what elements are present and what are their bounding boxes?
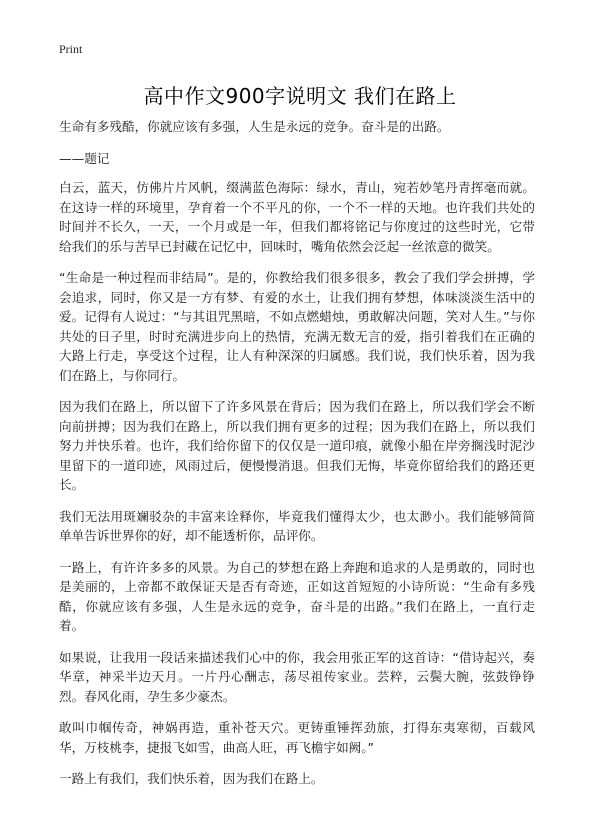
paragraph: 白云，蓝天，仿佛片片风帆，缀满蓝色海际：绿水，青山，宛若妙笔丹青挥毫而就。在这诗一样的环境里，孕育着一个不平凡的你，一个不一样的天地。也许我们共处的时间并不长久，一天，一个月或是一年，但我们都将铭记与你度过的这些时光，它带给我们的乐与苦早已封藏在记忆中，回味时，嘴角依然会泛起一丝浓意的微笑。 xyxy=(59,180,535,254)
epigraph: 生命有多残酷，你就应该有多强，人生是永远的竞争。奋斗是的出路。 xyxy=(59,119,450,134)
epigraph-note: ——题记 xyxy=(59,150,110,166)
paragraph: “生命是一种过程而非结局”。是的，你教给我们很多很多，教会了我们学会拼搏，学会追求，同时，你又是一方有梦、有爱的水土，让我们拥有梦想，体味淡淡生活中的爱。记得有人说过：“与其诅咒黑暗，不如点燃蜡烛，勇敢解决问题，笑对人生。”与你共处的日子里，时时充满进步向上的热情，充满无数无言的爱，指引着我们在正确的大路上行走，享受这个过程，让人有种深深的归属感。我们说，我们快乐着，因为我们在路上，与你同行。 xyxy=(59,270,535,383)
print-link[interactable]: Print xyxy=(59,42,83,56)
paragraph: 因为我们在路上，所以留下了许多风景在背后；因为我们在路上，所以我们学会不断向前拼搏；因为我们在路上，所以我们拥有更多的过程；因为我们在路上，所以我们努力并快乐着。也许，我们给你留下的仅仅是一道印痕，就像小船在岸旁搁浅时泥沙里留下的一道印迹，风雨过后，便慢慢消退。但我们无悔，毕竟你留给我们的路还更长。 xyxy=(59,399,535,492)
paragraph: 一路上有我们，我们快乐着，因为我们在路上。 xyxy=(59,771,324,786)
paragraph: 如果说，让我用一段话来描述我们心中的你，我会用张正军的这首诗：“借诗起兴，奏华章，神采半边天月。一片丹心酬志，荡尽祖传家业。芸粹，云鬓大腕，弦鼓铮铮烈。春风化雨，孕生多少豪杰。 xyxy=(59,649,535,704)
page-title: 高中作文900字说明文 我们在路上 xyxy=(143,84,457,108)
paragraph: 一路上，有许许多多的风景。为自己的梦想在路上奔跑和追求的人是勇敢的，同时也是美丽的，上帝都不敢保证天是否有奇迹，正如这首短短的小诗所说：“生命有多残酷，你就应该有多强，人生是永远的竞争，奋斗是的出路。”我们在路上，一直行走着。 xyxy=(59,559,535,633)
paragraph: 敢叫巾帼传奇，神娲再造，重补苍天穴。更铸重锤挥劲旅，打得东夷寒彻，百载风华，万枝桃李，捷报飞如雪，曲高人旺，再飞檐宇如阙。” xyxy=(59,720,535,755)
paragraph: 我们无法用斑斓驳杂的丰富来诠释你，毕竟我们懂得太少，也太渺小。我们能够简简单单告诉世界你的好，却不能透析你，品评你。 xyxy=(59,508,535,543)
article-body xyxy=(59,117,535,801)
